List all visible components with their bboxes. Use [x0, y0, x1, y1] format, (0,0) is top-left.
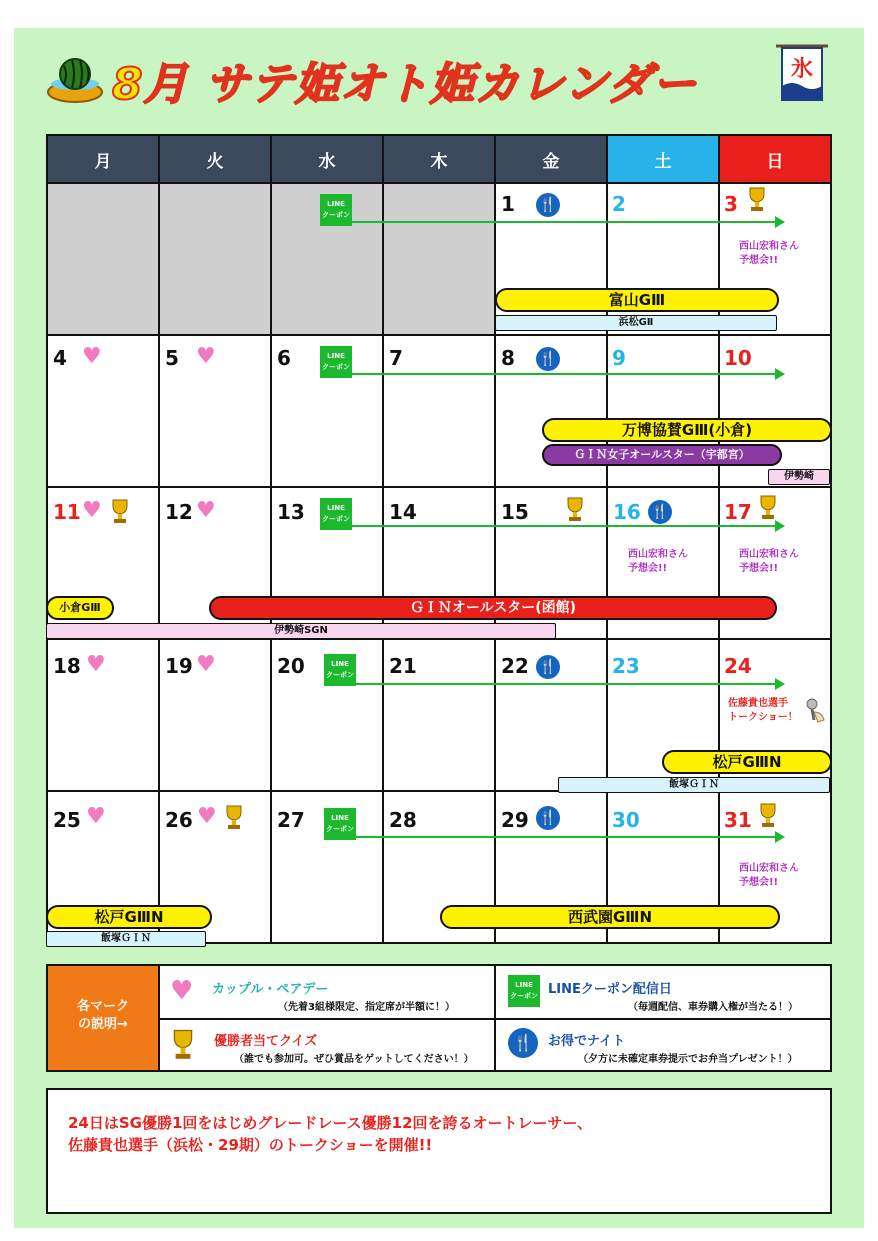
day-number: 12	[165, 500, 193, 524]
day-number: 24	[724, 654, 752, 678]
trophy-icon	[108, 498, 132, 524]
legend-night-sub: （夕方に未確定車券提示でお弁当プレゼント！）	[578, 1054, 798, 1065]
legend-quiz-sub: （誰でも参加可。ぜひ賞品をゲットしてください！）	[234, 1054, 474, 1065]
line-coupon-icon: LINE クーポン	[320, 194, 352, 226]
race-seibuen: 西武園GⅢN	[440, 905, 780, 929]
race-matsudo: 松戸GⅢN	[46, 905, 212, 929]
trophy-icon	[756, 494, 780, 520]
legend-header: 各マーク の説明→	[48, 966, 160, 1070]
day-number: 2	[612, 192, 626, 216]
heart-icon: ♥	[170, 976, 194, 1006]
weekday-fri: 金	[495, 135, 607, 183]
trophy-icon	[745, 186, 769, 212]
fork-knife-icon: 🍴	[536, 193, 560, 217]
weekday-tue: 火	[159, 135, 271, 183]
week-row	[47, 183, 831, 335]
weekday-mon: 月	[47, 135, 159, 183]
legend-divider	[494, 966, 496, 1070]
heart-icon: ♥	[86, 804, 106, 829]
fork-knife-icon: 🍴	[508, 1028, 538, 1058]
yoso-note: 西山宏和さん 予想会!!	[739, 863, 799, 888]
day-number: 14	[389, 500, 417, 524]
kakigori-flag-icon	[774, 40, 830, 104]
page-title	[112, 48, 697, 112]
heart-icon: ♥	[197, 804, 217, 829]
line-coupon-icon: LINE クーポン	[320, 498, 352, 530]
day-number: 15	[501, 500, 529, 524]
day-number: 6	[277, 346, 291, 370]
race-banpaku: 万博協賛GⅢ(小倉)	[542, 418, 832, 442]
legend-couple-title: カップル・ペアデー	[212, 982, 329, 997]
day-number: 10	[724, 346, 752, 370]
day-number: 9	[612, 346, 626, 370]
legend-line-title: LINEクーポン配信日	[548, 982, 672, 997]
fork-knife-icon: 🍴	[536, 347, 560, 371]
heart-icon: ♥	[82, 498, 102, 523]
legend-couple-sub: （先着3組様限定、指定席が半額に！）	[278, 1002, 455, 1013]
weekday-sat: 土	[607, 135, 719, 183]
weekday-thu: 木	[383, 135, 495, 183]
line-coupon-icon: LINE クーポン	[320, 346, 352, 378]
day-number: 13	[277, 500, 305, 524]
race-gin-allstar: ＧＩＮオールスター(函館)	[209, 596, 777, 620]
day-number: 19	[165, 654, 193, 678]
yoso-note: 西山宏和さん 予想会!!	[628, 549, 688, 574]
race-iizuka: 飯塚ＧＩＮ	[46, 931, 206, 947]
announcement-text: 24日はSG優勝1回をはじめグレードレース優勝12回を誇るオートレーサー、 佐藤貴也選手（浜松・29期）のトークショーを開催!!	[68, 1114, 592, 1154]
day-number: 31	[724, 808, 752, 832]
heart-icon: ♥	[82, 344, 102, 369]
day-number: 3	[724, 192, 738, 216]
day-number: 7	[389, 346, 403, 370]
race-isesaki-sg: 伊勢崎SGN	[46, 623, 556, 639]
legend-night-title: お得でナイト	[548, 1034, 626, 1049]
day-number: 18	[53, 654, 81, 678]
race-kokura: 小倉GⅢ	[46, 596, 114, 620]
line-coupon-icon: LINE クーポン	[324, 808, 356, 840]
title-main: サテ姫オト姫カレンダー	[204, 59, 698, 110]
title-month: 8月	[112, 59, 189, 110]
race-gin-women: ＧＩＮ女子オールスター（宇都宮）	[542, 444, 782, 466]
heart-icon: ♥	[196, 652, 216, 677]
yoso-note: 西山宏和さん 予想会!!	[739, 241, 799, 266]
line-coupon-arrow	[352, 221, 777, 223]
weekday-sun: 日	[719, 135, 831, 183]
yoso-note: 西山宏和さん 予想会!!	[739, 549, 799, 574]
line-coupon-arrow	[352, 525, 777, 527]
line-coupon-arrow	[356, 836, 777, 838]
line-coupon-arrow	[356, 683, 777, 685]
day-number: 23	[612, 654, 640, 678]
race-matsudo: 松戸GⅢN	[662, 750, 832, 774]
race-toyama: 富山GⅢ	[495, 288, 779, 312]
line-coupon-arrow	[352, 373, 777, 375]
talk-show-note: 佐藤貴也選手 トークショー！	[728, 698, 798, 723]
microphone-icon	[804, 698, 826, 724]
day-number: 1	[501, 192, 515, 216]
heart-icon: ♥	[196, 498, 216, 523]
weekday-wed: 水	[271, 135, 383, 183]
race-isesaki: 伊勢崎	[768, 469, 830, 485]
legend-box	[46, 964, 832, 1072]
empty-cell	[383, 183, 495, 335]
trophy-icon	[168, 1028, 198, 1060]
day-number: 29	[501, 808, 529, 832]
trophy-icon	[563, 496, 587, 522]
day-number: 4	[53, 346, 67, 370]
fork-knife-icon: 🍴	[536, 806, 560, 830]
fork-knife-icon: 🍴	[536, 655, 560, 679]
race-hamamatsu: 浜松GⅡ	[495, 315, 777, 331]
heart-icon: ♥	[86, 652, 106, 677]
legend-quiz-title: 優勝者当てクイズ	[214, 1034, 318, 1049]
heart-icon: ♥	[196, 344, 216, 369]
day-number: 16	[613, 500, 641, 524]
day-number: 21	[389, 654, 417, 678]
watermelon-bowl-icon	[46, 54, 104, 104]
day-number: 28	[389, 808, 417, 832]
empty-cell	[47, 183, 159, 335]
day-number: 22	[501, 654, 529, 678]
day-number: 11	[53, 500, 81, 524]
announcement-box	[46, 1088, 832, 1214]
day-number: 30	[612, 808, 640, 832]
day-number: 26	[165, 808, 193, 832]
trophy-icon	[222, 804, 246, 830]
calendar-grid	[46, 134, 832, 944]
race-iizuka: 飯塚ＧＩＮ	[558, 777, 830, 793]
day-number: 8	[501, 346, 515, 370]
day-number: 17	[724, 500, 752, 524]
fork-knife-icon: 🍴	[648, 500, 672, 524]
svg-text:氷: 氷	[790, 57, 814, 82]
weekday-header-row	[47, 135, 831, 183]
trophy-icon	[756, 802, 780, 828]
day-number: 27	[277, 808, 305, 832]
empty-cell	[159, 183, 271, 335]
line-coupon-icon: LINE クーポン	[508, 975, 540, 1007]
line-coupon-icon: LINE クーポン	[324, 654, 356, 686]
day-number: 5	[165, 346, 179, 370]
day-number: 20	[277, 654, 305, 678]
legend-line-sub: （毎週配信、車券購入権が当たる！）	[628, 1002, 798, 1013]
day-number: 25	[53, 808, 81, 832]
